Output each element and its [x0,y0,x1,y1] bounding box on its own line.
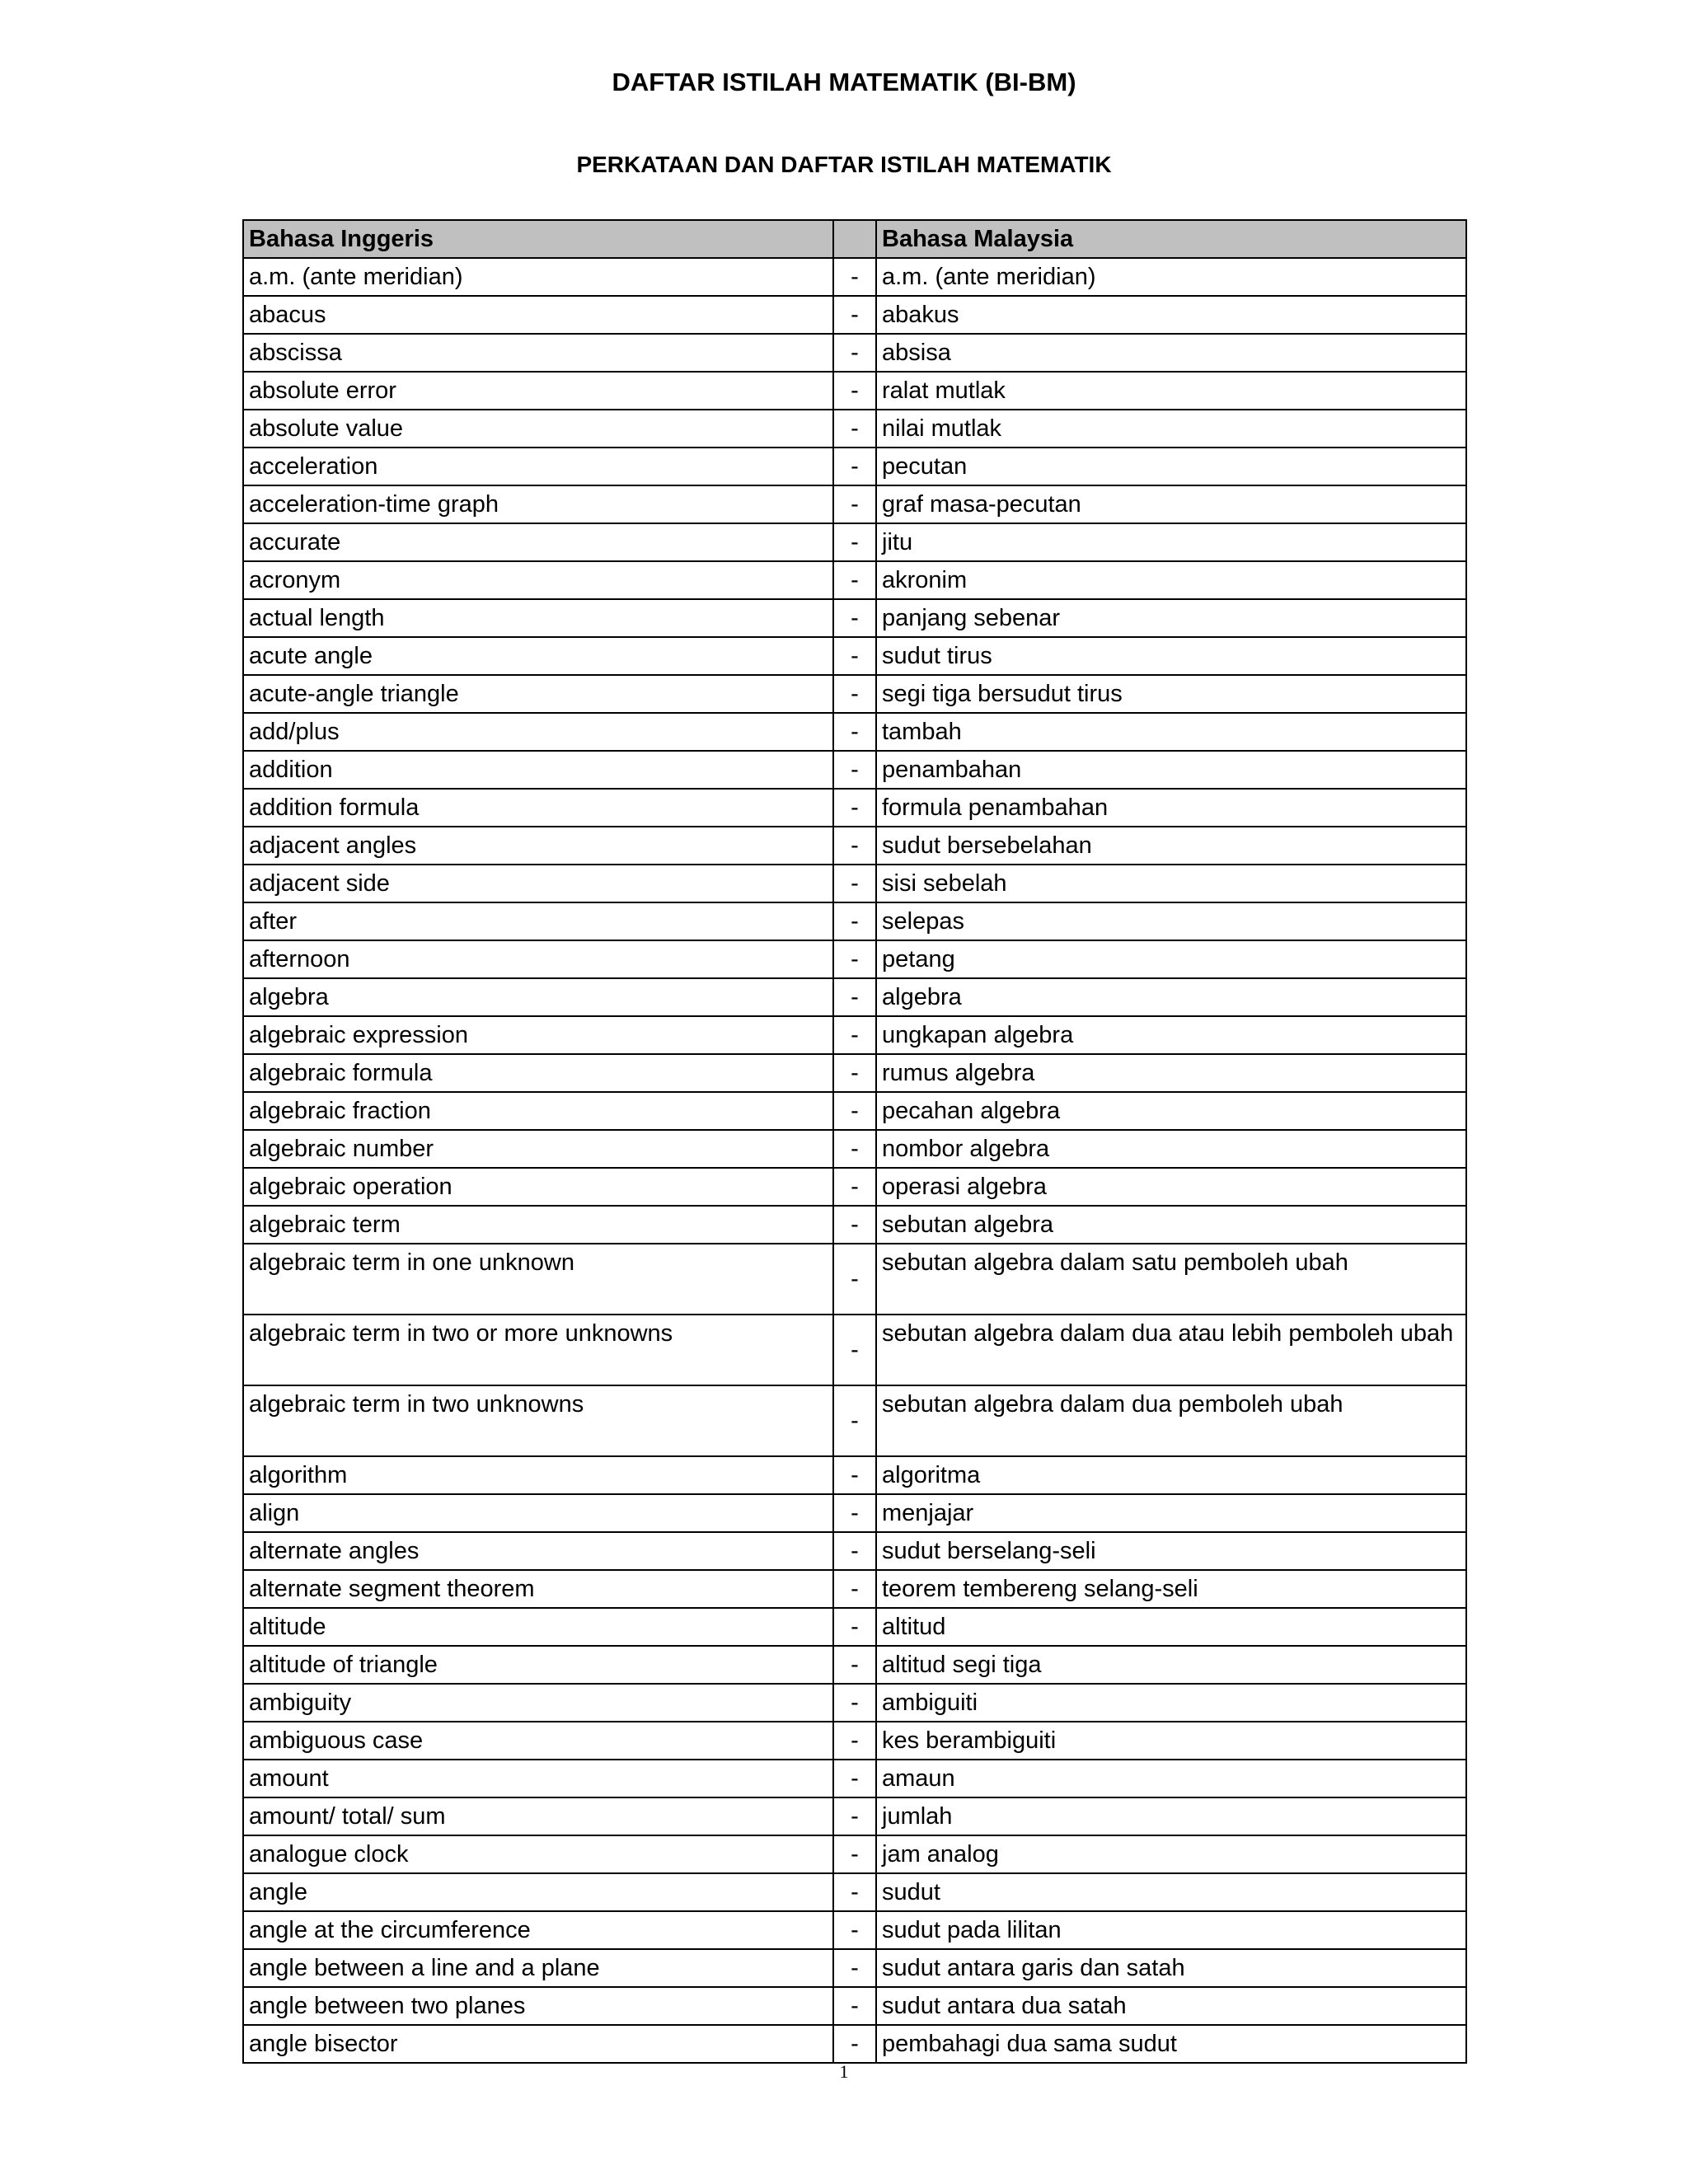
term-malay: operasi algebra [876,1168,1466,1206]
term-english: a.m. (ante meridian) [243,258,833,296]
term-english: amount [243,1760,833,1797]
term-english: angle between a line and a plane [243,1949,833,1987]
table-row [243,978,1466,1016]
term-english: algebraic fraction [243,1092,833,1130]
table-row [243,1130,1466,1168]
term-english: algebraic formula [243,1054,833,1092]
term-malay: pecahan algebra [876,1092,1466,1130]
term-malay: pembahagi dua sama sudut [876,2025,1466,2063]
term-english: ambiguous case [243,1722,833,1760]
table-row [243,1494,1466,1532]
term-separator: - [833,1385,876,1456]
term-malay: altitud segi tiga [876,1646,1466,1684]
table-row [243,789,1466,827]
term-separator: - [833,751,876,789]
term-separator: - [833,675,876,713]
term-english: acceleration-time graph [243,485,833,523]
term-malay: algebra [876,978,1466,1016]
table-row [243,1911,1466,1949]
term-malay: akronim [876,561,1466,599]
term-separator: - [833,1987,876,2025]
term-separator: - [833,1722,876,1760]
term-english: acronym [243,561,833,599]
table-row [243,1608,1466,1646]
table-row [243,599,1466,637]
term-english: acute-angle triangle [243,675,833,713]
term-malay: sudut bersebelahan [876,827,1466,865]
term-english: altitude [243,1608,833,1646]
term-separator: - [833,599,876,637]
term-malay: menjajar [876,1494,1466,1532]
term-malay: segi tiga bersudut tirus [876,675,1466,713]
term-english: amount/ total/ sum [243,1797,833,1835]
term-malay: nilai mutlak [876,410,1466,448]
term-english: angle [243,1873,833,1911]
term-english: angle bisector [243,2025,833,2063]
page-number: 1 [839,2061,849,2082]
table-row [243,637,1466,675]
term-separator: - [833,1835,876,1873]
term-separator: - [833,865,876,902]
term-malay: jam analog [876,1835,1466,1873]
term-english: alternate segment theorem [243,1570,833,1608]
table-row [243,675,1466,713]
table-row [243,1987,1466,2025]
term-english: algebraic term in one unknown [243,1244,833,1315]
table-row [243,1315,1466,1385]
table-row [243,448,1466,485]
term-separator: - [833,334,876,372]
term-malay: sudut antara dua satah [876,1987,1466,2025]
table-row [243,1646,1466,1684]
table-row [243,372,1466,410]
term-separator: - [833,523,876,561]
term-english: alternate angles [243,1532,833,1570]
table-row [243,1206,1466,1244]
term-english: altitude of triangle [243,1646,833,1684]
term-english: absolute value [243,410,833,448]
term-separator: - [833,978,876,1016]
term-separator: - [833,258,876,296]
term-malay: sudut antara garis dan satah [876,1949,1466,1987]
table-row [243,410,1466,448]
term-malay: sebutan algebra dalam dua pemboleh ubah [876,1385,1466,1456]
document-title: DAFTAR ISTILAH MATEMATIK (BI-BM) [612,68,1076,96]
table-row [243,334,1466,372]
table-row [243,1456,1466,1494]
term-separator: - [833,1760,876,1797]
table-row [243,485,1466,523]
term-separator: - [833,372,876,410]
table-row [243,1244,1466,1315]
term-separator: - [833,1608,876,1646]
term-separator: - [833,789,876,827]
term-malay: altitud [876,1608,1466,1646]
term-english: align [243,1494,833,1532]
table-row [243,296,1466,334]
table-row [243,865,1466,902]
term-english: angle between two planes [243,1987,833,2025]
table-row [243,1054,1466,1092]
term-english: ambiguity [243,1684,833,1722]
term-malay: algoritma [876,1456,1466,1494]
term-separator: - [833,1494,876,1532]
table-row [243,1722,1466,1760]
table-header-row [243,220,1466,258]
term-malay: panjang sebenar [876,599,1466,637]
header-separator [833,220,876,258]
term-malay: kes berambiguiti [876,1722,1466,1760]
table-row [243,1532,1466,1570]
term-separator: - [833,1532,876,1570]
term-malay: sebutan algebra dalam satu pemboleh ubah [876,1244,1466,1315]
term-english: after [243,902,833,940]
term-separator: - [833,1092,876,1130]
term-malay: penambahan [876,751,1466,789]
table-row [243,1684,1466,1722]
term-separator: - [833,1244,876,1315]
term-english: add/plus [243,713,833,751]
term-malay: graf masa-pecutan [876,485,1466,523]
document-subtitle: PERKATAAN DAN DAFTAR ISTILAH MATEMATIK [576,152,1112,177]
term-malay: teorem tembereng selang-seli [876,1570,1466,1608]
term-separator: - [833,410,876,448]
term-malay: sudut berselang-seli [876,1532,1466,1570]
term-malay: amaun [876,1760,1466,1797]
term-separator: - [833,1949,876,1987]
term-malay: tambah [876,713,1466,751]
table-row [243,1797,1466,1835]
term-english: acute angle [243,637,833,675]
term-malay: sudut tirus [876,637,1466,675]
term-english: addition [243,751,833,789]
table-row [243,1385,1466,1456]
term-english: angle at the circumference [243,1911,833,1949]
term-separator: - [833,1206,876,1244]
term-malay: ralat mutlak [876,372,1466,410]
term-english: abacus [243,296,833,334]
term-separator: - [833,296,876,334]
term-malay: absisa [876,334,1466,372]
term-english: algebraic term in two unknowns [243,1385,833,1456]
term-separator: - [833,1646,876,1684]
term-english: afternoon [243,940,833,978]
table-row [243,1570,1466,1608]
term-english: actual length [243,599,833,637]
term-malay: ungkapan algebra [876,1016,1466,1054]
term-english: algorithm [243,1456,833,1494]
term-english: algebraic term [243,1206,833,1244]
term-separator: - [833,940,876,978]
term-english: addition formula [243,789,833,827]
table-row [243,1016,1466,1054]
term-malay: sebutan algebra [876,1206,1466,1244]
term-english: algebra [243,978,833,1016]
term-english: analogue clock [243,1835,833,1873]
term-separator: - [833,902,876,940]
term-malay: a.m. (ante meridian) [876,258,1466,296]
term-malay: pecutan [876,448,1466,485]
table-row [243,902,1466,940]
term-malay: ambiguiti [876,1684,1466,1722]
term-separator: - [833,561,876,599]
header-english: Bahasa Inggeris [243,220,833,258]
table-row [243,1873,1466,1911]
term-english: algebraic operation [243,1168,833,1206]
term-separator: - [833,1911,876,1949]
table-row [243,1760,1466,1797]
term-separator: - [833,1684,876,1722]
term-separator: - [833,1168,876,1206]
term-separator: - [833,1016,876,1054]
term-separator: - [833,713,876,751]
header-malay: Bahasa Malaysia [876,220,1466,258]
term-english: adjacent side [243,865,833,902]
table-row [243,1092,1466,1130]
table-row [243,523,1466,561]
term-separator: - [833,1456,876,1494]
table-row [243,713,1466,751]
glossary-table [242,219,1467,2064]
term-english: accurate [243,523,833,561]
term-english: algebraic term in two or more unknowns [243,1315,833,1385]
term-separator: - [833,2025,876,2063]
table-row [243,2025,1466,2063]
term-malay: selepas [876,902,1466,940]
term-separator: - [833,1315,876,1385]
term-malay: rumus algebra [876,1054,1466,1092]
term-english: acceleration [243,448,833,485]
table-row [243,1835,1466,1873]
term-malay: sudut pada lilitan [876,1911,1466,1949]
term-malay: formula penambahan [876,789,1466,827]
term-english: abscissa [243,334,833,372]
term-separator: - [833,1054,876,1092]
term-malay: nombor algebra [876,1130,1466,1168]
table-row [243,258,1466,296]
term-malay: abakus [876,296,1466,334]
term-malay: sisi sebelah [876,865,1466,902]
term-separator: - [833,448,876,485]
table-row [243,1168,1466,1206]
term-separator: - [833,637,876,675]
table-row [243,751,1466,789]
term-malay: sebutan algebra dalam dua atau lebih pemboleh ubah [876,1315,1466,1385]
term-separator: - [833,827,876,865]
term-malay: jitu [876,523,1466,561]
term-english: adjacent angles [243,827,833,865]
term-separator: - [833,1130,876,1168]
term-malay: sudut [876,1873,1466,1911]
term-english: algebraic expression [243,1016,833,1054]
term-separator: - [833,1873,876,1911]
table-row [243,561,1466,599]
term-separator: - [833,1797,876,1835]
term-separator: - [833,485,876,523]
term-malay: petang [876,940,1466,978]
term-english: absolute error [243,372,833,410]
table-body [243,258,1466,2063]
term-separator: - [833,1570,876,1608]
term-malay: jumlah [876,1797,1466,1835]
table-row [243,940,1466,978]
table-row [243,827,1466,865]
term-english: algebraic number [243,1130,833,1168]
table-row [243,1949,1466,1987]
